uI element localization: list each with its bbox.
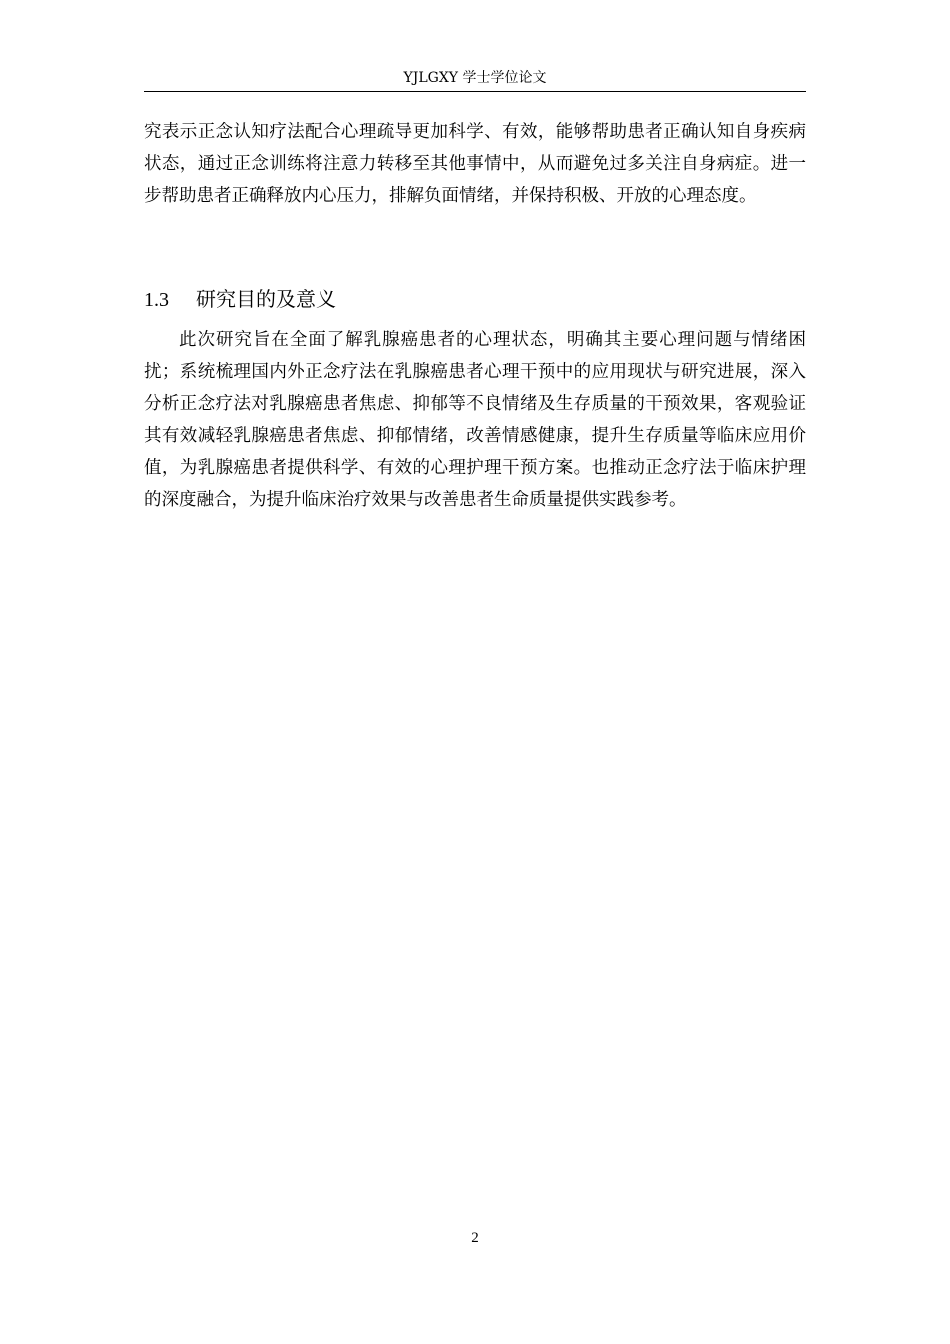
header-title: YJLGXY 学士学位论文 [403,70,547,86]
section-number: 1.3 [144,289,169,311]
page-header [144,66,806,92]
section-title: 研究目的及意义 [196,287,336,311]
body-paragraph-purpose: 此次研究旨在全面了解乳腺癌患者的心理状态，明确其主要心理问题与情绪困扰；系统梳理国内外正念疗法在乳腺癌患者心理干预中的应用现状与研究进展，深入分析正念疗法对乳腺癌患者焦虑、抑郁等不良情绪及生存质量的干预效果，客观验证其有效减轻乳腺癌患者焦虑、抑郁情绪，改善情感健康，提升生存质量等临床应用价值，为乳腺癌患者提供科学、有效的心理护理干预方案。也推动正念疗法于临床护理的深度融合，为提升临床治疗效果与改善患者生命质量提供实践参考。 [144,330,806,510]
body-paragraph-continuation: 究表示正念认知疗法配合心理疏导更加科学、有效，能够帮助患者正确认知自身疾病状态，通过正念训练将注意力转移至其他事情中，从而避免过多关注自身病症。进一步帮助患者正确释放内心压力，排解负面情绪，并保持积极、开放的心理态度。 [144,122,806,206]
section-heading [144,282,336,317]
page-number: 2 [471,1230,479,1246]
